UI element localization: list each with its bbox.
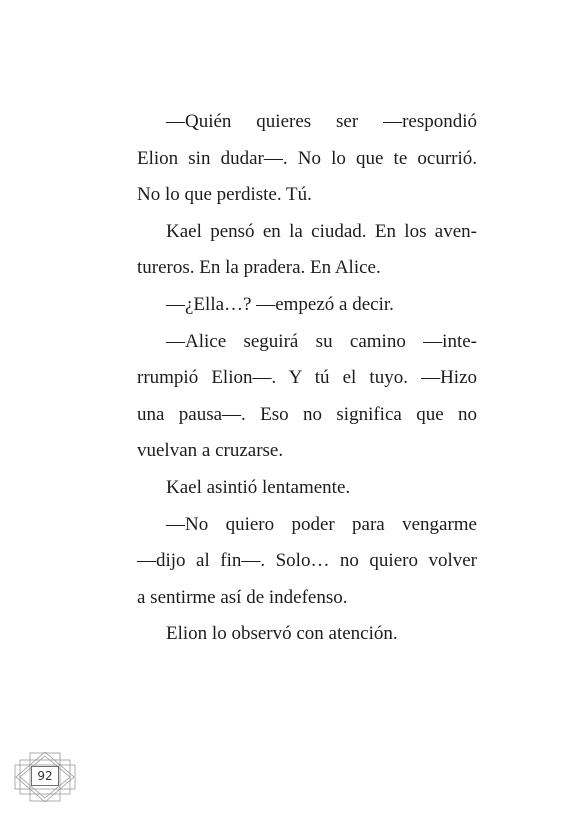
- text-line: vuelvan a cruzarse.: [137, 440, 284, 462]
- text-line: a sentirme así de indefenso.: [137, 586, 348, 608]
- body-text: [137, 104, 477, 653]
- text-line: rrumpió Elion—. Y tú el tuyo. —Hizo: [137, 367, 477, 389]
- paragraph-7: [137, 616, 477, 653]
- text-line: —No quiero poder para vengarme: [166, 513, 477, 535]
- text-line: —Quién quieres ser —respondió: [166, 111, 477, 132]
- paragraph-1: [137, 104, 477, 214]
- paragraph-4: [137, 324, 477, 470]
- page-number: 92: [31, 766, 59, 786]
- text-line: Elion sin dudar—. No lo que te ocurrió.: [137, 147, 477, 169]
- text-line: —dijo al fin—. Solo… no quiero volver: [137, 550, 477, 572]
- text-line: Kael pensó en la ciudad. En los aven-: [166, 220, 477, 242]
- text-line: una pausa—. Eso no significa que no: [137, 403, 477, 425]
- text-line: —¿Ella…? —empezó a decir.: [166, 293, 394, 315]
- text-line: —Alice seguirá su camino —inte-: [166, 330, 477, 352]
- text-line: Elion lo observó con atención.: [166, 623, 398, 645]
- text-line: No lo que perdiste. Tú.: [137, 184, 312, 206]
- paragraph-5: [137, 470, 477, 507]
- paragraph-3: [137, 287, 477, 324]
- text-line: Kael asintió lentamente.: [166, 476, 351, 498]
- text-line: tureros. En la pradera. En Alice.: [137, 257, 381, 279]
- paragraph-6: [137, 507, 477, 617]
- paragraph-2: [137, 214, 477, 287]
